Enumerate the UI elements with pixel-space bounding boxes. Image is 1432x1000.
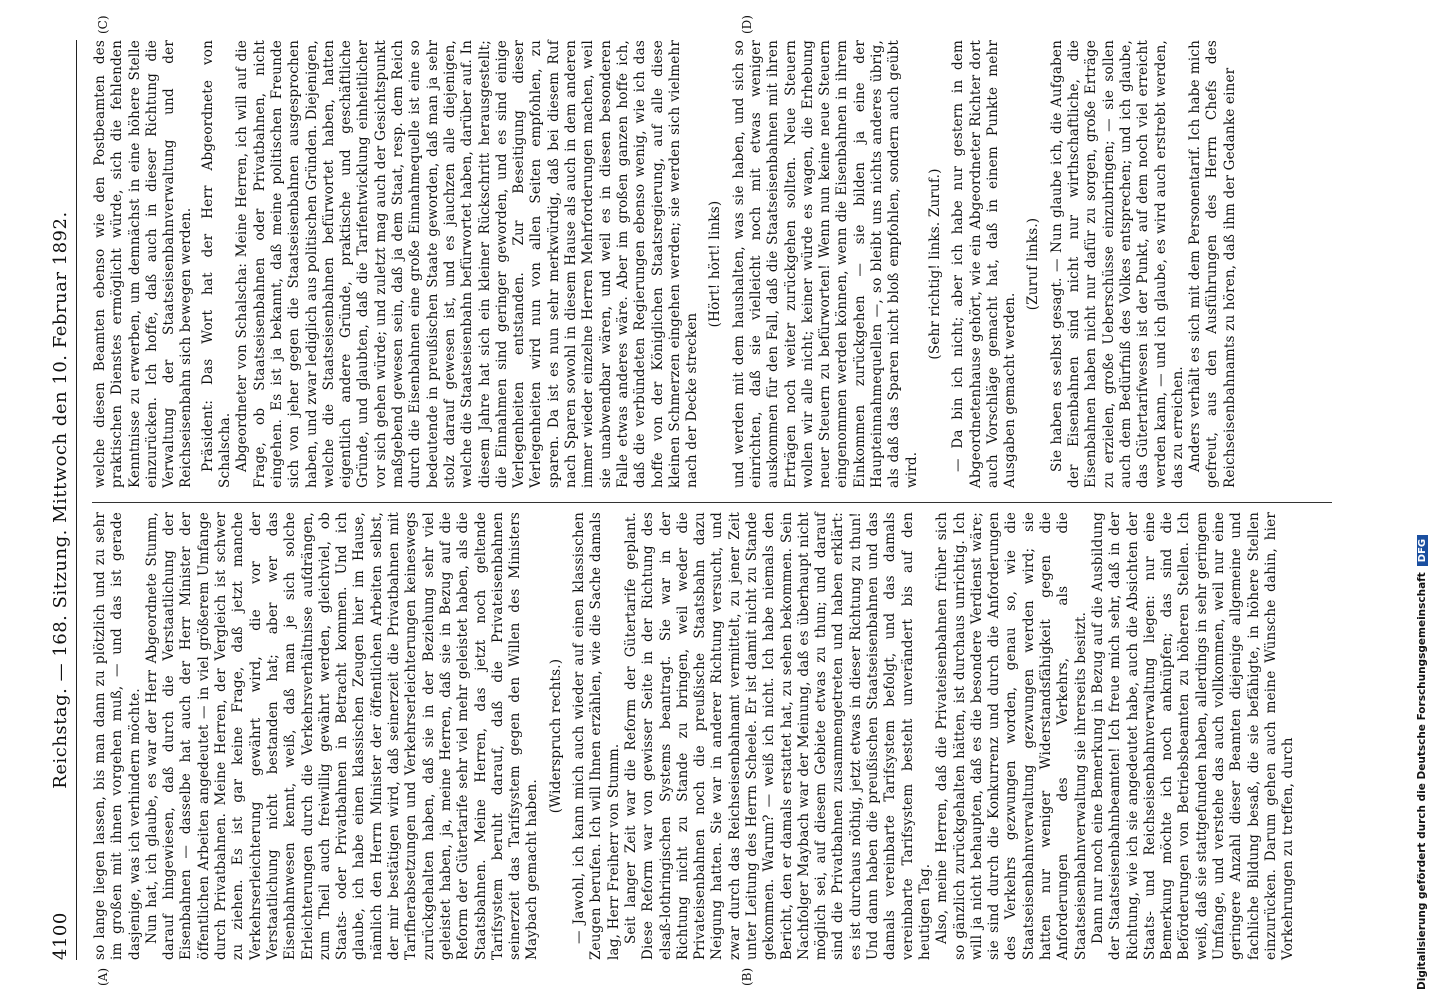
column-divider bbox=[92, 502, 1332, 503]
paragraph: Dann nur noch eine Bemerkung in Bezug auf die Ausbildung der Staatseisenbahnbeamten! Ich freue mich sehr, daß in der Richtung, wie ich sie angedeutet habe, auch die Absichten der Staats- und Reichseisenbahnverwaltung liegen: nur eine Bemerkung möchte ich noch anknüpfen; das sind die Beförderungen von Betriebsbeamten zu höheren Stellen. Ich weiß, daß sie stattgefunden haben, allerdings in sehr geringem Umfange, und verstehe das auch vollkommen, weil nur eine geringere Anzahl dieser Beamten diejenige allgemeine und fachliche Bildung besaß, die sie befähigte, in höhere Stellen einzurücken. Darum gehen auch meine Wünsche dahin, hier Vorkehrungen zu treffen, durch bbox=[1089, 512, 1297, 960]
paragraph: Also, meine Herren, daß die Privateisenbahnen früher sich so gänzlich zurückgehalten hätten, ist durchaus unrichtig. Ich will ja nicht behaupten, daß es die besondere Verdienst wäre; sie sind durch die Konkurrenz und durch die Anforderungen des Verkehrs gezwungen worden, genau so, wie die Staatseisenbahnverwaltung gezwungen werden wird; sie hatten nur weniger Widerstandsfähigkeit gegen die Anforderungen des Verkehrs, als die Staatseisenbahnverwaltung sie ihrerseits besitzt. bbox=[934, 512, 1089, 960]
digitization-credit bbox=[1416, 0, 1432, 990]
session-title: Reichstag. — 168. Sitzung. Mittwoch den 10. Februar 1892. bbox=[50, 211, 71, 789]
paragraph: so lange liegen lassen, bis man dann zu plötzlich und zu sehr im großen mit ihnen vorgehen muß, — und das ist gerade dasjenige, was ich verhindern möchte. bbox=[92, 512, 143, 960]
interjection: (Widerspruch rechts.) bbox=[547, 658, 564, 814]
paragraph: — Da bin ich nicht; aber ich habe nur gestern in dem Abgeordnetenhause gehört, wie ein Abgeordneter Richter dort auch Vorschläge gemacht hat, daß in einem Punkte mehr Ausgaben gemacht werden. bbox=[950, 40, 1019, 488]
paragraph: und werden mit dem haushalten, was sie haben, und sich so einrichten, daß sie vielleicht noch mit etwas weniger auskommen für den Fall, daß die Staatseisenbahnen mit ihren Erträgen noch weiter zurückgehen sollten. Neue Steuern wollen wir alle nicht; keiner würde es wagen, die Erhebung neuer Steuern zu befürworten! Wenn nun keine neue Steuern eingenommen werden können, wenn die Eisenbahnen in ihrem Einkommen zurückgehen — sie bilden ja eine der Haupteinnahmequellen —, so bleibt uns nichts anderes übrig, als daß das Sparen nicht bloß empfohlen, sondern auch geübt wird. bbox=[730, 40, 920, 488]
paragraph: Seit langer Zeit war die Reform der Gütertarife geplant. Diese Reform war von gewisser Seite in der Richtung des elsaß-lothringischen Systems beantragt. Sie war in der Richtung nicht zu Stande zu bringen, weil weder die Privateisenbahnen noch die preußische Staatsbahn dazu Neigung hatten. Sie war in anderer Richtung versucht, und zwar durch das Reichseisenbahnamt vermittelt, zu jener Zeit unter Leitung des Herrn Scheele. Er ist damit nicht zu Stande gekommen. Warum? — weiß ich nicht. Ich habe niemals den Bericht, den er damals erstattet hat, zu sehen bekommen. Sein Nachfolger Maybach war der Meinung, daß es überhaupt nicht möglich sei, auf diesem Gebiete etwas zu thun; und darauf sind die Privatbahnen zusammengetreten und haben erklärt: es ist durchaus nöthig, jetzt etwas in dieser Richtung zu thun! Und dann haben die preußischen Staatseisenbahnen und das damals vereinbarte Tarifsystem befolgt, und das damals vereinbarte Tarifsystem besteht unverändert bis auf den heutigen Tag. bbox=[622, 512, 933, 960]
running-header bbox=[50, 40, 77, 960]
right-column bbox=[92, 40, 1239, 488]
margin-mark-b: (B) bbox=[740, 967, 754, 986]
interjection: (Zuruf links.) bbox=[1025, 217, 1042, 311]
speaker-paragraph: Präsident: Das Wort hat der Herr Abgeordnete von Schalscha. bbox=[199, 40, 234, 488]
dfg-logo: DFG bbox=[1417, 535, 1428, 566]
margin-mark-d: (D) bbox=[740, 15, 754, 34]
paragraph: Sie haben es selbst gesagt. — Nun glaube ich, die Aufgaben der Eisenbahnen sind nicht nur wirthschaftliche, die Eisenbahnen haben nicht nur dafür zu sorgen, große Erträge zu erzielen, große Ueberschüsse einzubringen; — sie sollen auch dem Bedürfniß des Volkes entsprechen; und ich glaube, das Gütertarifwesen ist der Punkt, auf dem noch viel erreicht werden kann, — und ich glaube, es wird auch erstrebt werden, das zu erreichen. bbox=[1048, 40, 1186, 488]
page-number: 4100 bbox=[50, 912, 71, 960]
paragraph: — Jawohl, ich kann mich auch wieder auf einen klassischen Zeugen berufen. Ich will Ihnen erzählen, wie die Sache damals lag, Herr Freiherr von Stumm. bbox=[571, 512, 622, 960]
paragraph: Anders verhält es sich mit dem Personentarif. Ich habe mich gefreut, aus den Ausführungen des Herrn Chefs des Reichseisenbahnamts zu hören, daß ihm der Gedanke einer bbox=[1187, 40, 1238, 488]
speaker-paragraph: Abgeordneter von Schalscha: Meine Herren, ich will auf die Frage, ob Staatseisenbahnen oder Privatbahnen, nicht eingehen. Es ist ja bekannt, daß meine politischen Freunde sich von jeher gegen die Staatseisenbahnen ausgesprochen haben, und zwar lediglich aus politischen Gründen. Diejenigen, welche die Staatseisenbahnen befürwortet haben, hatten eigentlich andere Gründe, praktische und geschäftliche Gründe, und glaubten, daß die Tarifentwicklung einheitlicher vor sich gehen würde; und zuletzt mag auch der Gesichtspunkt maßgebend gewesen sein, daß ja dem Staat, resp. dem Reich durch die Eisenbahnen eine große Einnahmequelle ist eine so bedeutende in preußischen Staate geworden, daß man ja sehr stolz darauf gewesen ist, und es jauchzen alle diejenigen, welche die Staatseisenbahn befürwortet haben, darüber auf. In diesem Jahre hat sich ein kleiner Rückschritt herausgestellt; die Einnahmen sind geringer geworden, und es sind einige Verlegenheiten entstanden. Zur Beseitigung dieser Verlegenheiten wird nun von allen Seiten empfohlen, zu sparen. Da ist es nun sehr merkwürdig, daß bei diesem Ruf nach Sparen sowohl in diesem Hause als auch in dem anderen immer wieder einzelne Herren Mehrforderungen machen, weil sie unabwendbar wären, und weil es in diesen besonderen Falle etwas anderes wäre. Aber im großen ganzen hoffe ich, daß die verbündeten Regierungen ebenso wenig, wie ich das hoffe von der Königlichen Staatsregierung, auf alle diese kleinen Schmerzen eingehen werden; sie werden sich vielmehr nach der Decke strecken bbox=[234, 40, 701, 488]
margin-mark-c: (C) bbox=[96, 15, 110, 34]
margin-mark-a: (A) bbox=[96, 967, 110, 986]
paragraph: Nun hat, ich glaube, es war der Herr Abgeordnete Stumm, darauf hingewiesen, daß durch die Verstaatlichung der Eisenbahnen — dasselbe hat auch der Herr Minister der öffentlichen Arbeiten angedeutet — in viel größerem Umfange durch Privatbahnen. Meine Herren, der Vergleich ist schwer zu ziehen. Es ist gar keine Frage, daß jetzt manche Verkehrserleichterung gewährt wird, die vor der Verstaatlichung nicht bestanden hat; aber wer das Eisenbahnwesen kennt, weiß, daß man je sich solche Erleichterungen durch die Verkehrsverhältnisse aufdrängen, zum Theil auch freiwillig gewährt werden, gleichviel, ob Staats- oder Privatbahnen in Betracht kommen. Und ich glaube, ich habe einen klassischen Zeugen hier im Hause, nämlich den Herrn Minister der öffentlichen Arbeiten selbst, der mir bestätigen wird, daß seinerzeit die Privatbahnen mit Tarifherabsetzungen und Verkehrserleichterungen keineswegs zurückgehalten haben, daß sie in der Beziehung sehr viel geleistet haben, ja, meine Herren, daß sie in Bezug auf die Reform der Gütertarife sehr viel mehr geleistet haben, als die Staatsbahnen. Meine Herren, das jetzt noch geltende Tarifsystem beruht darauf, daß die Privateisenbahnen seinerzeit das Tarifsystem gegen den Willen des Ministers Maybach gemacht haben. bbox=[143, 512, 541, 960]
credit-text: Digitalisierung gefördert durch die Deutsche Forschungsgemeinschaft bbox=[1416, 572, 1428, 990]
interjection: (Sehr richtig! links. Zuruf.) bbox=[926, 168, 943, 360]
left-column bbox=[92, 512, 1297, 960]
interjection: (Hört! hört! links) bbox=[707, 200, 724, 328]
paragraph: welche diesen Beamten ebenso wie den Postbeamten des praktischen Dienstes ermöglicht würde, sich die fehlenden Kenntnisse zu erwerben, um demnächst in eine höhere Stelle einzurücken. Ich hoffe, daß auch in dieser Richtung die Verwaltung der Staatseisenbahnverwaltung und der Reichseisenbahn sich bewegen werden. bbox=[92, 40, 195, 488]
